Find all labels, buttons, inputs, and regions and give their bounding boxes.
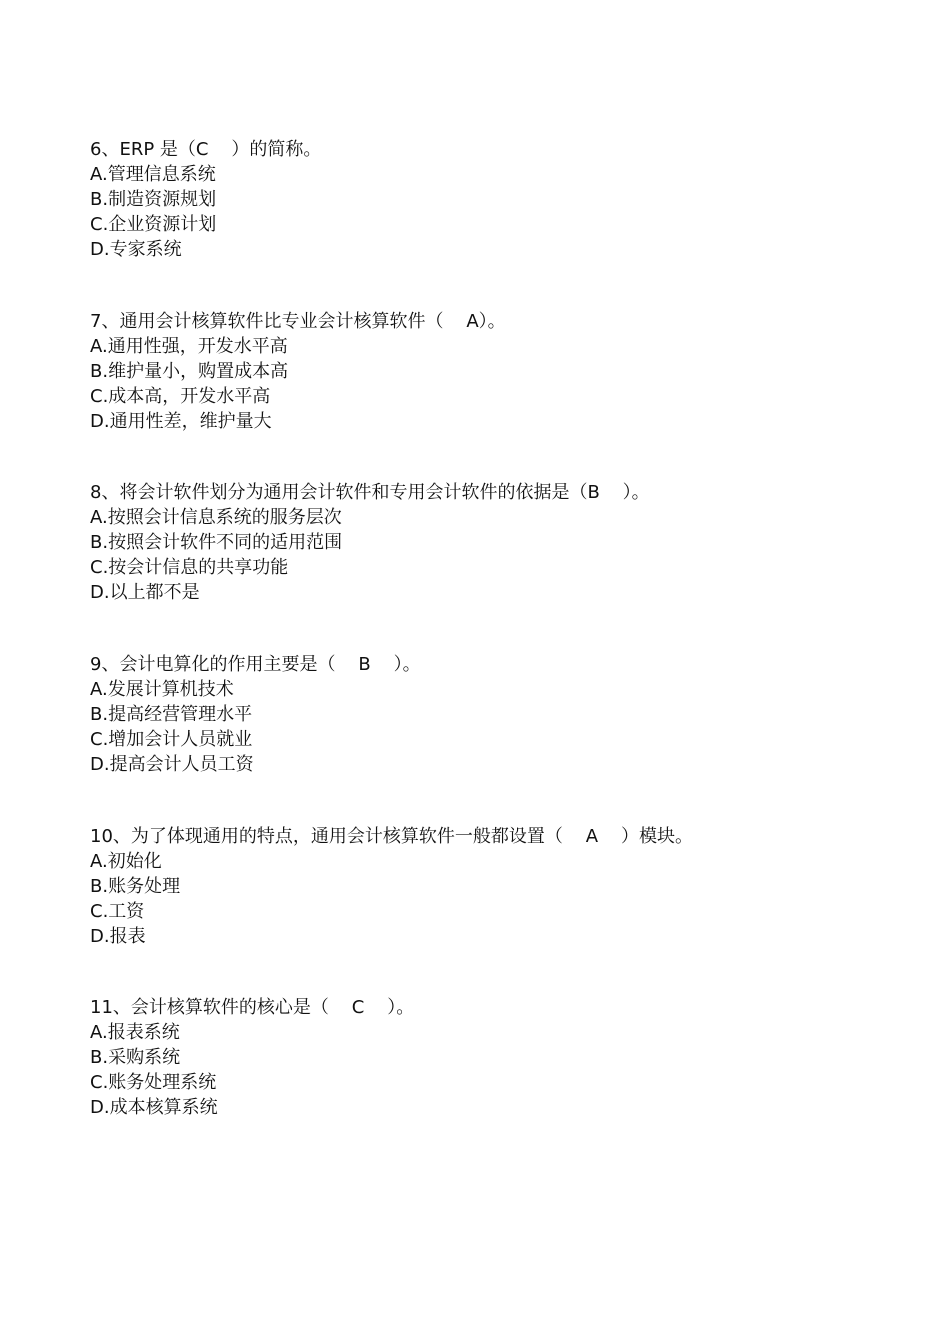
option-d: D.以上都不是 — [90, 582, 200, 603]
option-b: B.按照会计软件不同的适用范围 — [90, 532, 343, 553]
question-7 — [90, 309, 910, 434]
option-a: A.报表系统 — [90, 1022, 180, 1043]
option-d: D.报表 — [90, 926, 146, 947]
option-b: B.账务处理 — [90, 876, 181, 897]
question-11 — [90, 995, 910, 1120]
option-c: C.企业资源计划 — [90, 214, 217, 235]
option-c: C.工资 — [90, 901, 145, 922]
option-d: D.专家系统 — [90, 239, 182, 260]
question-stem: 7、通用会计核算软件比专业会计核算软件（ A）。 — [90, 311, 506, 332]
question-stem: 9、会计电算化的作用主要是（ B ）。 — [90, 654, 421, 675]
option-a: A.按照会计信息系统的服务层次 — [90, 507, 342, 528]
question-stem: 8、将会计软件划分为通用会计软件和专用会计软件的依据是（B ）。 — [90, 482, 650, 503]
option-d: D.提高会计人员工资 — [90, 754, 254, 775]
question-stem: 11、会计核算软件的核心是（ C ）。 — [90, 997, 415, 1018]
question-stem: 6、ERP 是（C ）的简称。 — [90, 139, 322, 160]
option-b: B.提高经营管理水平 — [90, 704, 253, 725]
question-8 — [90, 480, 910, 605]
option-b: B.维护量小，购置成本高 — [90, 361, 289, 382]
option-b: B.制造资源规划 — [90, 189, 217, 210]
question-stem: 10、为了体现通用的特点，通用会计核算软件一般都设置（ A ）模块。 — [90, 826, 693, 847]
question-6 — [90, 137, 910, 262]
question-10 — [90, 824, 910, 949]
question-9 — [90, 652, 910, 777]
option-d: D.成本核算系统 — [90, 1097, 218, 1118]
option-d: D.通用性差，维护量大 — [90, 411, 272, 432]
option-c: C.按会计信息的共享功能 — [90, 557, 289, 578]
option-c: C.账务处理系统 — [90, 1072, 217, 1093]
option-a: A.管理信息系统 — [90, 164, 216, 185]
option-c: C.增加会计人员就业 — [90, 729, 253, 750]
option-a: A.初始化 — [90, 851, 162, 872]
option-a: A.发展计算机技术 — [90, 679, 234, 700]
option-a: A.通用性强，开发水平高 — [90, 336, 288, 357]
option-c: C.成本高，开发水平高 — [90, 386, 271, 407]
option-b: B.采购系统 — [90, 1047, 181, 1068]
